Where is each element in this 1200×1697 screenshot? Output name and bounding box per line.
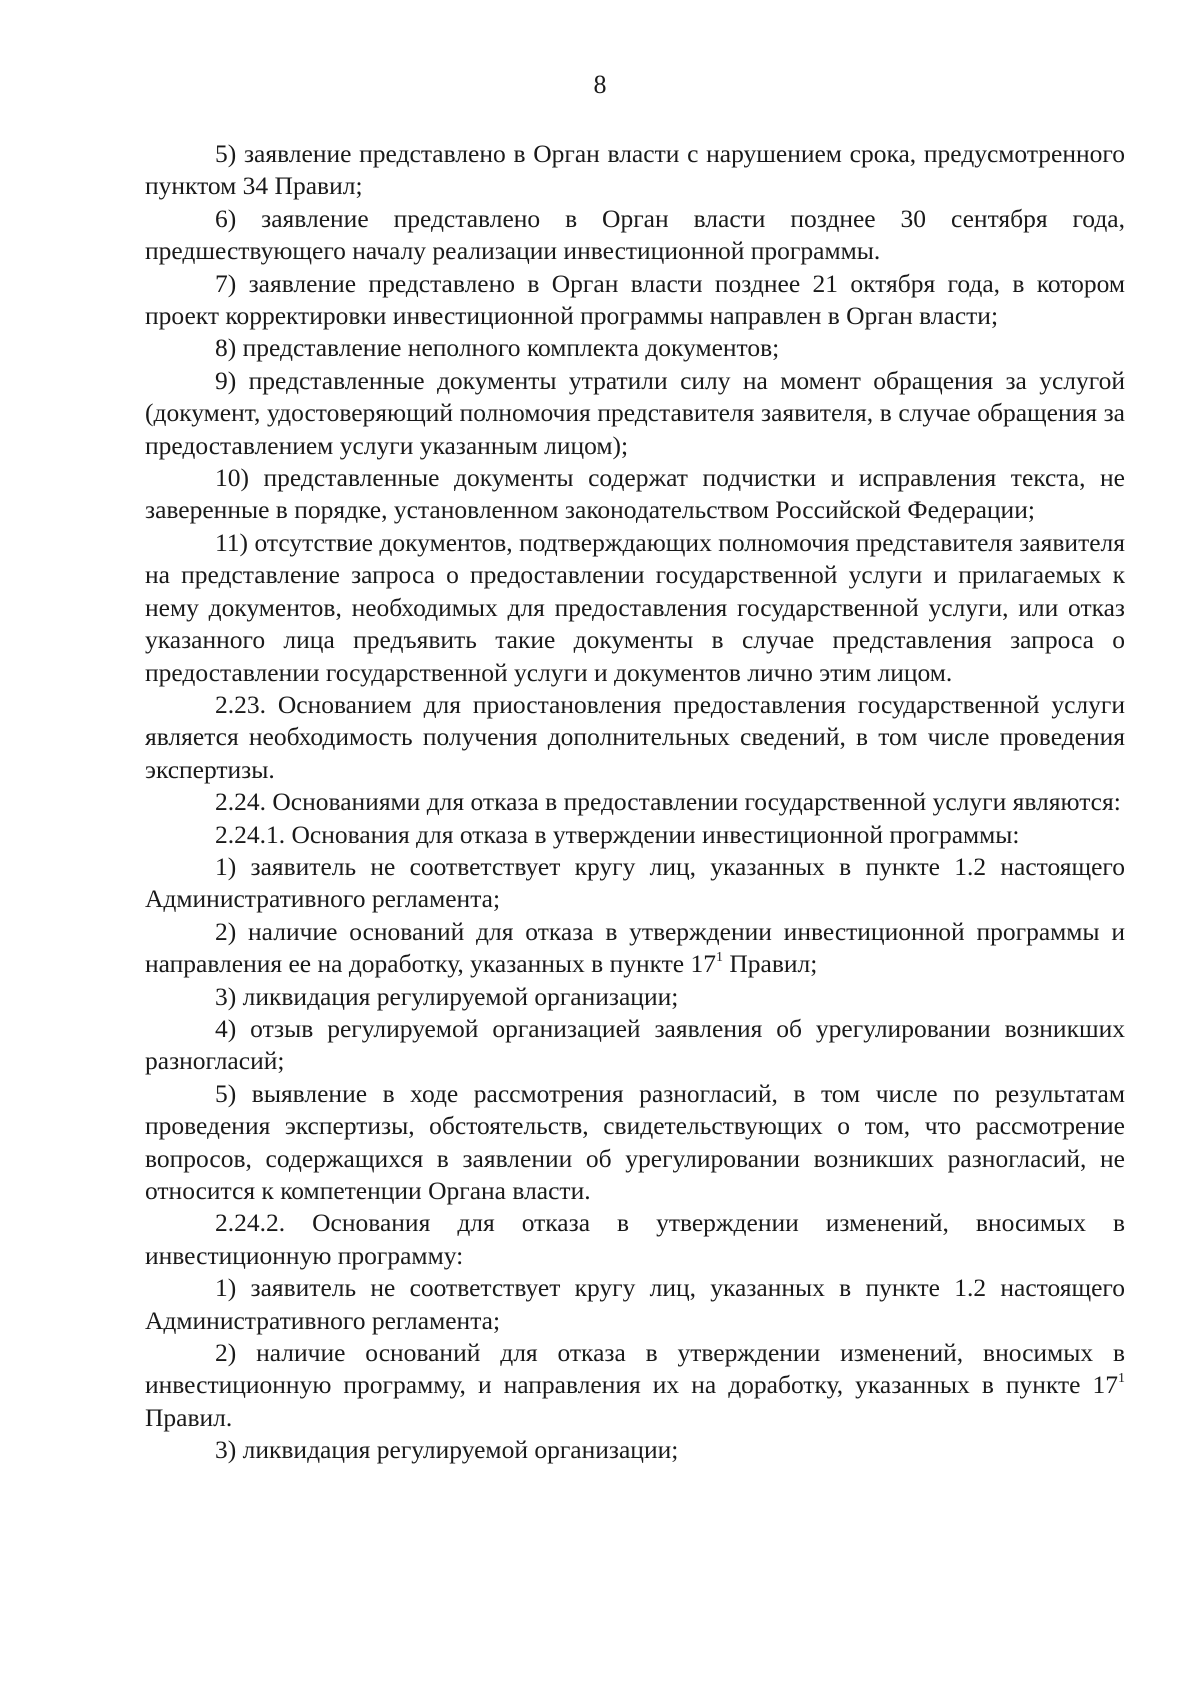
paragraph-item-10: 10) представленные документы содержат подчистки и исправления текста, не заверенные в порядке, установленном законодательством Российской Федерации;	[145, 463, 1125, 525]
paragraph-item-6: 6) заявление представлено в Орган власти позднее 30 сентября года, предшествующего началу реализации инвестиционной программы.	[145, 203, 1125, 266]
paragraph-2-24-2: 2.24.2. Основания для отказа в утверждении изменений, вносимых в инвестиционную программу:	[145, 1208, 1125, 1270]
paragraph-2-24-1-item-5: 5) выявление в ходе рассмотрения разногласий, в том числе по результатам проведения экспертизы, обстоятельств, свидетельствующих о том, что рассмотрение вопросов, содержащихся в заявлении об урегулировании возникших разногласий, не относится к компетенции Органа власти.	[145, 1078, 1125, 1205]
document-body	[145, 138, 1125, 1467]
superscript-1: 1	[1118, 1370, 1125, 1386]
paragraph-item-9: 9) представленные документы утратили силу на момент обращения за услугой (документ, удостоверяющий полномочия представителя заявителя, в случае обращения за предоставлением услуги указанным лицом);	[145, 365, 1125, 460]
paragraph-2-24-1-item-3: 3) ликвидация регулируемой организации;	[215, 981, 679, 1011]
paragraph-2-24-1-item-2	[145, 916, 1125, 981]
paragraph-2-24-2-item-1: 1) заявитель не соответствует кругу лиц, указанных в пункте 1.2 настоящего Административного регламента;	[145, 1273, 1125, 1335]
paragraph-text-before-superscript: 2) наличие оснований для отказа в утверждении изменений, вносимых в инвестиционную программу, и направления их на доработку, указанных в пункте 17	[145, 1338, 1125, 1400]
page-number: 8	[593, 70, 607, 99]
paragraph-text-after-superscript: Правил;	[723, 949, 818, 979]
paragraph-2-24-1-item-4: 4) отзыв регулируемой организацией заявления об урегулировании возникших разногласий;	[145, 1013, 1125, 1076]
paragraph-item-8: 8) представление неполного комплекта документов;	[215, 333, 780, 363]
paragraph-2-23: 2.23. Основанием для приостановления предоставления государственной услуги является необходимость получения дополнительных сведений, в том числе проведения экспертизы.	[145, 689, 1125, 784]
paragraph-2-24-2-item-3: 3) ликвидация регулируемой организации;	[215, 1435, 679, 1465]
paragraph-text-before-superscript: 2) наличие оснований для отказа в утверждении инвестиционной программы и направления ее на доработку, указанных в пункте 17	[145, 916, 1125, 979]
superscript-1: 1	[716, 949, 723, 965]
paragraph-2-24-1-item-1: 1) заявитель не соответствует кругу лиц, указанных в пункте 1.2 настоящего Административного регламента;	[145, 851, 1125, 914]
paragraph-2-24-1: 2.24.1. Основания для отказа в утверждении инвестиционной программы:	[215, 819, 1020, 849]
paragraph-2-24-2-item-2	[145, 1337, 1125, 1434]
paragraph-text-after-superscript: Правил.	[145, 1402, 233, 1432]
paragraph-2-24: 2.24. Основаниями для отказа в предоставлении государственной услуги являются:	[215, 787, 1121, 817]
paragraph-item-7: 7) заявление представлено в Орган власти позднее 21 октября года, в котором проект корректировки инвестиционной программы направлен в Орган власти;	[145, 268, 1125, 331]
paragraph-item-5: 5) заявление представлено в Орган власти с нарушением срока, предусмотренного пунктом 34 Правил;	[145, 139, 1125, 201]
paragraph-item-11: 11) отсутствие документов, подтверждающих полномочия представителя заявителя на представление запроса о предоставлении государственной услуги и прилагаемых к нему документов, необходимых для предоставления государственной услуги, или отказ указанного лица предъявить такие документы в случае представления запроса о предоставлении государственной услуги и документов лично этим лицом.	[145, 527, 1125, 687]
